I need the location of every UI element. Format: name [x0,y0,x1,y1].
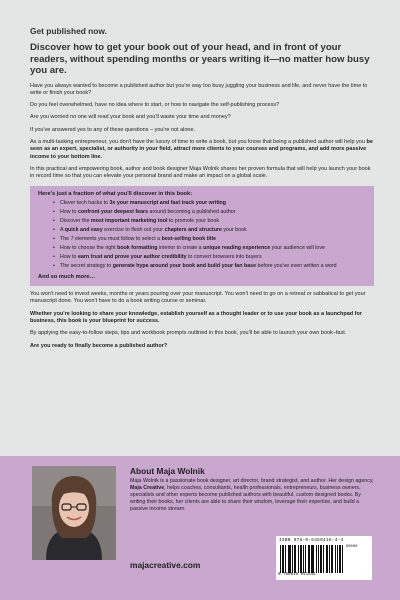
list-item-bold: quick and easy [64,227,103,234]
barcode-bar [327,545,328,573]
paragraph-5-text: As a multi-tasking entrepreneur, you don't have the luxury of time to write a book, but you know that being a published author will help you [30,138,367,145]
paragraph-10: Are you ready to finally become a published author? [30,342,168,349]
list-item-bold: most important marketing tool [90,218,168,225]
paragraph-1: Have you always wanted to become a published author but you're way too busy juggling your business and life, and never have the time to write or finish your book? [30,82,368,96]
barcode-bars [280,545,344,573]
barcode-bar [285,545,286,573]
isbn-barcode [276,536,372,580]
paragraph-3: Are you worried no one will read your book and you'll waste your time and money? [30,114,231,121]
barcode-bar [289,545,290,573]
barcode-bar [283,545,284,573]
barcode-bar [323,545,324,573]
paragraph-7: You won't need to invest weeks, months or years pouring over your manuscript. You won't need to go on a retreat or sabbatical to get your manuscript done. You won't have to do a book writing course or seminar. [30,291,366,305]
paragraph-4: If you've answered yes to any of these questions – you're not alone. [30,126,196,133]
list-item-text: to convert browsers into buyers [186,254,262,261]
barcode-bar [340,545,341,573]
author-photo [32,466,116,560]
author-panel [0,456,400,600]
list-item-bold: chapters and structure [164,227,222,234]
list-item [60,263,366,270]
barcode-bar [320,545,321,573]
paragraph-9: By applying the easy-to-follow steps, tips and workbook prompts outlined in this book, you'll be able to launch your own book–fast. [30,330,347,337]
barcode-bar [337,545,338,573]
barcode-bar [329,545,330,573]
highlights-list [38,200,366,270]
barcode-bar [318,545,319,573]
paragraph-5 [30,139,374,161]
list-item [60,200,366,207]
list-item [60,209,366,216]
headline: Discover how to get your book out of your head, and in front of your readers, without spending months or years writing it—no matter how busy you are. [30,42,370,76]
paragraph-2: Do you feel overwhelmed, have no idea where to start, or how to navigate the self-publishing process? [30,102,280,109]
list-item-text: How to choose the right [60,245,118,252]
about-title: About Maja Wolnik [130,466,205,476]
barcode-bar [342,545,343,573]
list-item-text: your audience will love [270,245,325,252]
list-item-text: The secret strategy to [60,263,113,270]
about-text-1: Maja Wolnik is a passionate book designer, art director, brand strategist, and author. Her design agency, [130,478,374,484]
list-item [60,227,366,234]
author-portrait-image [32,466,116,560]
barcode-bar [335,545,336,573]
barcode-bar [326,545,327,573]
barcode-bar [316,545,317,573]
list-item-text: to promote your book [167,218,219,225]
barcode-bar [311,545,312,573]
list-item-bold: 3x your manuscript and fast track your writing [109,200,227,207]
list-item-bold: generate hype around your book and build your fan base [112,263,257,270]
list-item-bold: confront your deepest fears [77,209,149,216]
barcode-digits: 9 780645 041644 [278,573,316,577]
list-item-text: your book [221,227,247,234]
barcode-bar [339,545,340,573]
list-item-text: The 7 elements you must follow to select a [60,236,162,243]
cover-copy [30,26,374,355]
paragraph-8: Whether you're looking to share your knowledge, establish yourself as a thought leader or to use your book as a launchpad for business, this book is your blueprint for success. [30,310,362,325]
list-item-text: A [60,227,65,234]
list-item-text: exercise to flesh out your [102,227,165,234]
paragraph-5-bold: be seen as an expert, specialist, or authority in your field, attract more clients to your courses and programs, and add more passive income to your bottom line. [30,138,373,160]
price-code: 90000 [346,545,358,549]
about-text-2: , helps coaches, consultants, health professionals, entrepreneurs, business owners, specialists and other experts become published authors with beautiful, custom designed books. By writing their books, her clients are able to share their wisdom, leverage their expertise, and build a passive income stream. [130,485,361,512]
barcode-bar [280,545,281,573]
list-item [60,236,366,243]
highlights-box [30,186,374,286]
barcode-bar [331,545,332,573]
barcode-bar [282,545,283,573]
list-item-text: around becoming a published author [148,209,236,216]
isbn-text: ISBN 978-0-6450416-4-4 [279,538,344,543]
list-item-bold: best-selling book title [161,236,217,243]
list-item-text: interior to create a [157,245,204,252]
about-text [130,478,376,513]
barcode-bar [321,545,322,573]
list-item-bold: book formatting [117,245,158,252]
website-link[interactable]: majacreative.com [130,560,201,570]
list-item [60,254,366,261]
barcode-bar [303,545,304,573]
barcode-bar [292,545,293,573]
agency-name: Maja Creative [130,485,165,491]
barcode-bar [295,545,296,573]
barcode-bar [313,545,314,573]
barcode-bar [332,545,333,573]
list-item-text: Clever tech hacks to [60,200,110,207]
highlights-footer: And so much more… [38,274,96,281]
list-item-bold: earn trust and prove your author credibility [77,254,187,261]
barcode-bar [312,545,313,573]
kicker-heading: Get published now. [30,26,107,36]
list-item-text: Discover the [60,218,91,225]
list-item-text: before you've even written a word [256,263,337,270]
barcode-bar [305,545,306,573]
barcode-bar [308,545,309,573]
barcode-bar [309,545,310,573]
highlights-title: Here's just a fraction of what you'll discover in this book: [38,191,193,198]
barcode-bar [301,545,302,573]
barcode-bar [300,545,301,573]
list-item-bold: unique reading experience [203,245,271,252]
barcode-bar [288,545,289,573]
barcode-bar [294,545,295,573]
barcode-bar [290,545,291,573]
list-item [60,245,366,252]
barcode-bar [298,545,299,573]
list-item [60,218,366,225]
paragraph-6: In this practical and empowering book, author and book designer Maja Wolnik shares her proven formula that will help you launch your book in record time so that you can elevate your personal brand and make an impact on a global scale. [30,165,371,180]
list-item-text: How to [60,254,78,261]
list-item-text: How to [60,209,78,216]
